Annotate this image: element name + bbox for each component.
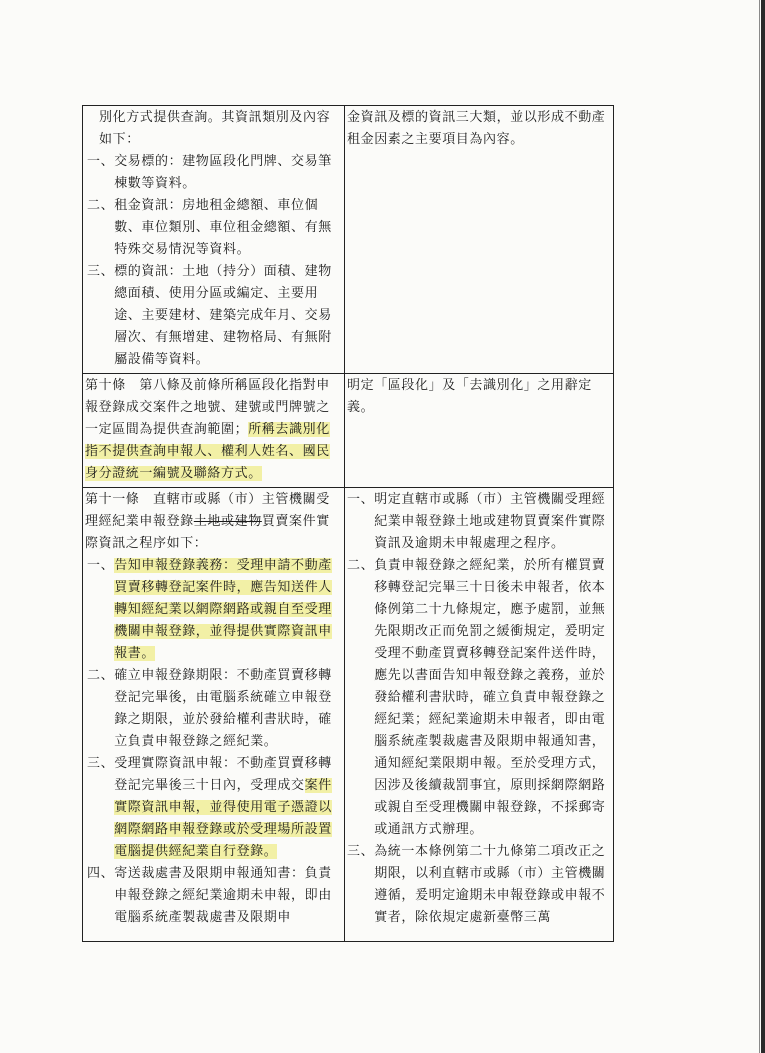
table-row (83, 106, 614, 374)
highlight-text: 案件實際資訊申報，並得使用電子憑證以網際網路申報登錄或於受理場所設置電腦提供經紀業自行登錄。 (114, 778, 332, 859)
article-11-intro: 第十一條 直轄市或縣（市）主管機關受理經紀業申報登錄土地或建物買賣案件實際資訊之程序如下： (85, 492, 330, 551)
list-item: 三、 為統一本條例第二十九條第二項改正之期限，以利直轄市或縣（市）主管機關遵循，爰明定逾期未申報登錄或申報不實者，除依規定處新臺幣三萬 (347, 844, 606, 925)
page-edge-line (759, 0, 760, 1053)
article-10-highlight: 所稱去識別化指不提供查詢申報人、權利人姓名、國民身分證統一編號及聯絡方式。 (85, 422, 330, 481)
table-row (83, 488, 614, 942)
list-item: 二、 負責申報登錄之經紀業，於所有權買賣移轉登記完畢三十日後未申報者，依本條例第二十九條規定，應予處罰，並無先限期改正而免罰之緩衝規定，爰明定受理不動產買賣移轉登記案件送件時，應先以書面告知申報登錄之義務，並於發給權利書狀時，確立負責申報登錄之經紀業；經紀業逾期未申報者，即由電腦系統產製裁處書及限期申報通知書，通知經紀業限期申報。至於受理方式，因涉及後續裁罰事宜，原則採網際網路或親自至受理機關申報登錄，不採郵寄或通訊方式辦理。 (347, 558, 606, 837)
provision-intro: 別化方式提供查詢。其資訊類別及內容如下： (99, 110, 331, 147)
struck-text: 土地或建物 (193, 514, 262, 529)
explanation-cell (345, 374, 614, 488)
explanation-text: 金資訊及標的資訊三大類，並以形成不動產租金因素之主要項目為內容。 (347, 110, 606, 147)
provision-cell (83, 106, 345, 374)
list-item: 三、 標的資訊：土地（持分）面積、建物總面積、使用分區或編定、主要用途、主要建材、建築完成年月、交易層次、有無增建、建物格局、有無附屬設備等資料。 (87, 264, 332, 367)
explanation-cell (345, 488, 614, 942)
list-item: 一、 明定直轄市或縣（市）主管機關受理經紀業申報登錄土地或建物買賣案件實際資訊及逾期未申報處理之程序。 (347, 492, 606, 551)
list-item: 四、 寄送裁處書及限期申報通知書：負責申報登錄之經紀業逾期未申報，即由電腦系統產製裁處書及限期申 (87, 866, 332, 925)
regulation-comparison-table (82, 105, 614, 942)
explanation-cell (345, 106, 614, 374)
provision-cell (83, 374, 345, 488)
table-row (83, 374, 614, 488)
list-item: 三、 受理實際資訊申報：不動產買賣移轉登記完畢後三十日內，受理成交案件實際資訊申報，並得使用電子憑證以網際網路申報登錄或於受理場所設置電腦提供經紀業自行登錄。 (87, 756, 332, 859)
highlight-text: 告知申報登錄義務：受理申請不動產買賣移轉登記案件時，應告知送件人轉知經紀業以網際網路或親自至受理機關申報登錄，並得提供實際資訊申報書。 (114, 558, 332, 661)
list-item: 二、 租金資訊：房地租金總額、車位個數、車位類別、車位租金總額、有無特殊交易情況等資料。 (87, 198, 332, 257)
page-edge-shadow (761, 0, 765, 1053)
list-item: 一、 交易標的：建物區段化門牌、交易筆棟數等資料。 (87, 154, 332, 191)
provision-cell (83, 488, 345, 942)
list-item: 二、 確立申報登錄期限：不動產買賣移轉登記完畢後，由電腦系統確立申報登錄之期限，並於發給權利書狀時，確立負責申報登錄之經紀業。 (87, 668, 332, 749)
explanation-text: 明定「區段化」及「去識別化」之用辭定義。 (347, 378, 592, 415)
list-item: 一、 告知申報登錄義務：受理申請不動產買賣移轉登記案件時，應告知送件人轉知經紀業以網際網路或親自至受理機關申報登錄，並得提供實際資訊申報書。 (87, 558, 332, 661)
article-10-text: 第十條 第八條及前條所稱區段化指對申報登錄成交案件之地號、建號或門牌號之一定區間為提供查詢範圍； (85, 378, 330, 437)
